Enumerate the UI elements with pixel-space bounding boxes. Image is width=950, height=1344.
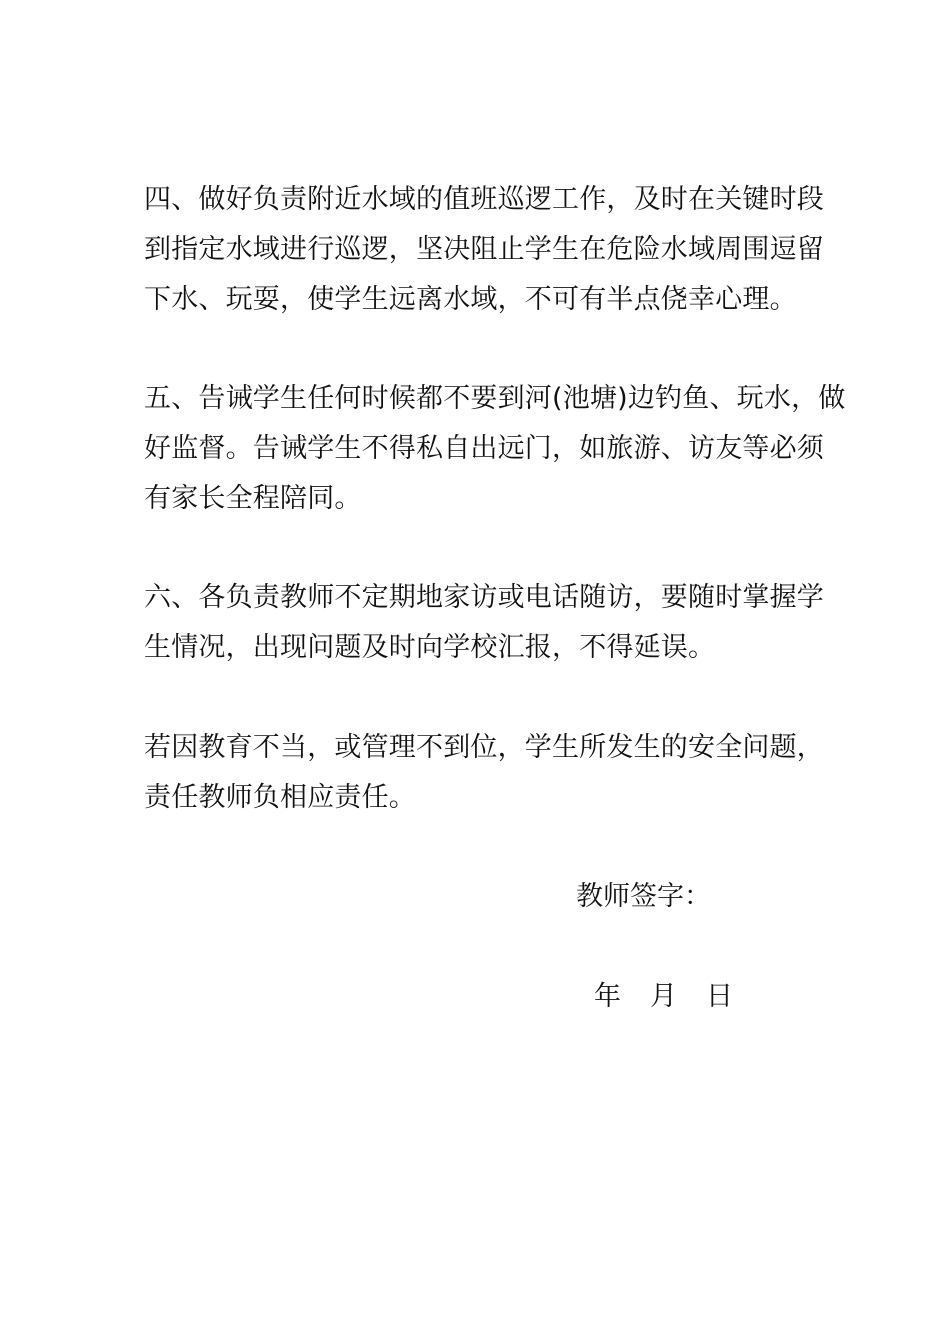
- paragraph-line: 四、做好负责附近水域的值班巡逻工作，及时在关键时段: [144, 184, 824, 215]
- paragraph-line: 五、告诫学生任何时候都不要到河(池塘)边钓鱼、玩水，做: [144, 383, 846, 414]
- date-year-label: 年: [594, 981, 621, 1012]
- paragraph-line: 六、各负责教师不定期地家访或电话随访，要随时掌握学: [144, 582, 824, 613]
- paragraph-line: 生情况，出现问题及时向学校汇报，不得延误。: [144, 632, 716, 663]
- paragraph-line: 下水、玩耍，使学生远离水域，不可有半点侥幸心理。: [144, 284, 797, 315]
- paragraph-line: 若因教育不当，或管理不到位，学生所发生的安全问题，: [144, 732, 824, 763]
- date-day-label: 日: [706, 981, 733, 1012]
- paragraph-line: 责任教师负相应责任。: [144, 782, 416, 813]
- teacher-signature-label: 教师签字：: [576, 881, 711, 912]
- paragraph-line: 好监督。告诫学生不得私自出远门，如旅游、访友等必须: [144, 433, 824, 464]
- date-month-label: 月: [650, 981, 677, 1012]
- paragraph-line: 有家长全程陪同。: [144, 483, 362, 514]
- paragraph-line: 到指定水域进行巡逻，坚决阻止学生在危险水域周围逗留: [144, 234, 824, 265]
